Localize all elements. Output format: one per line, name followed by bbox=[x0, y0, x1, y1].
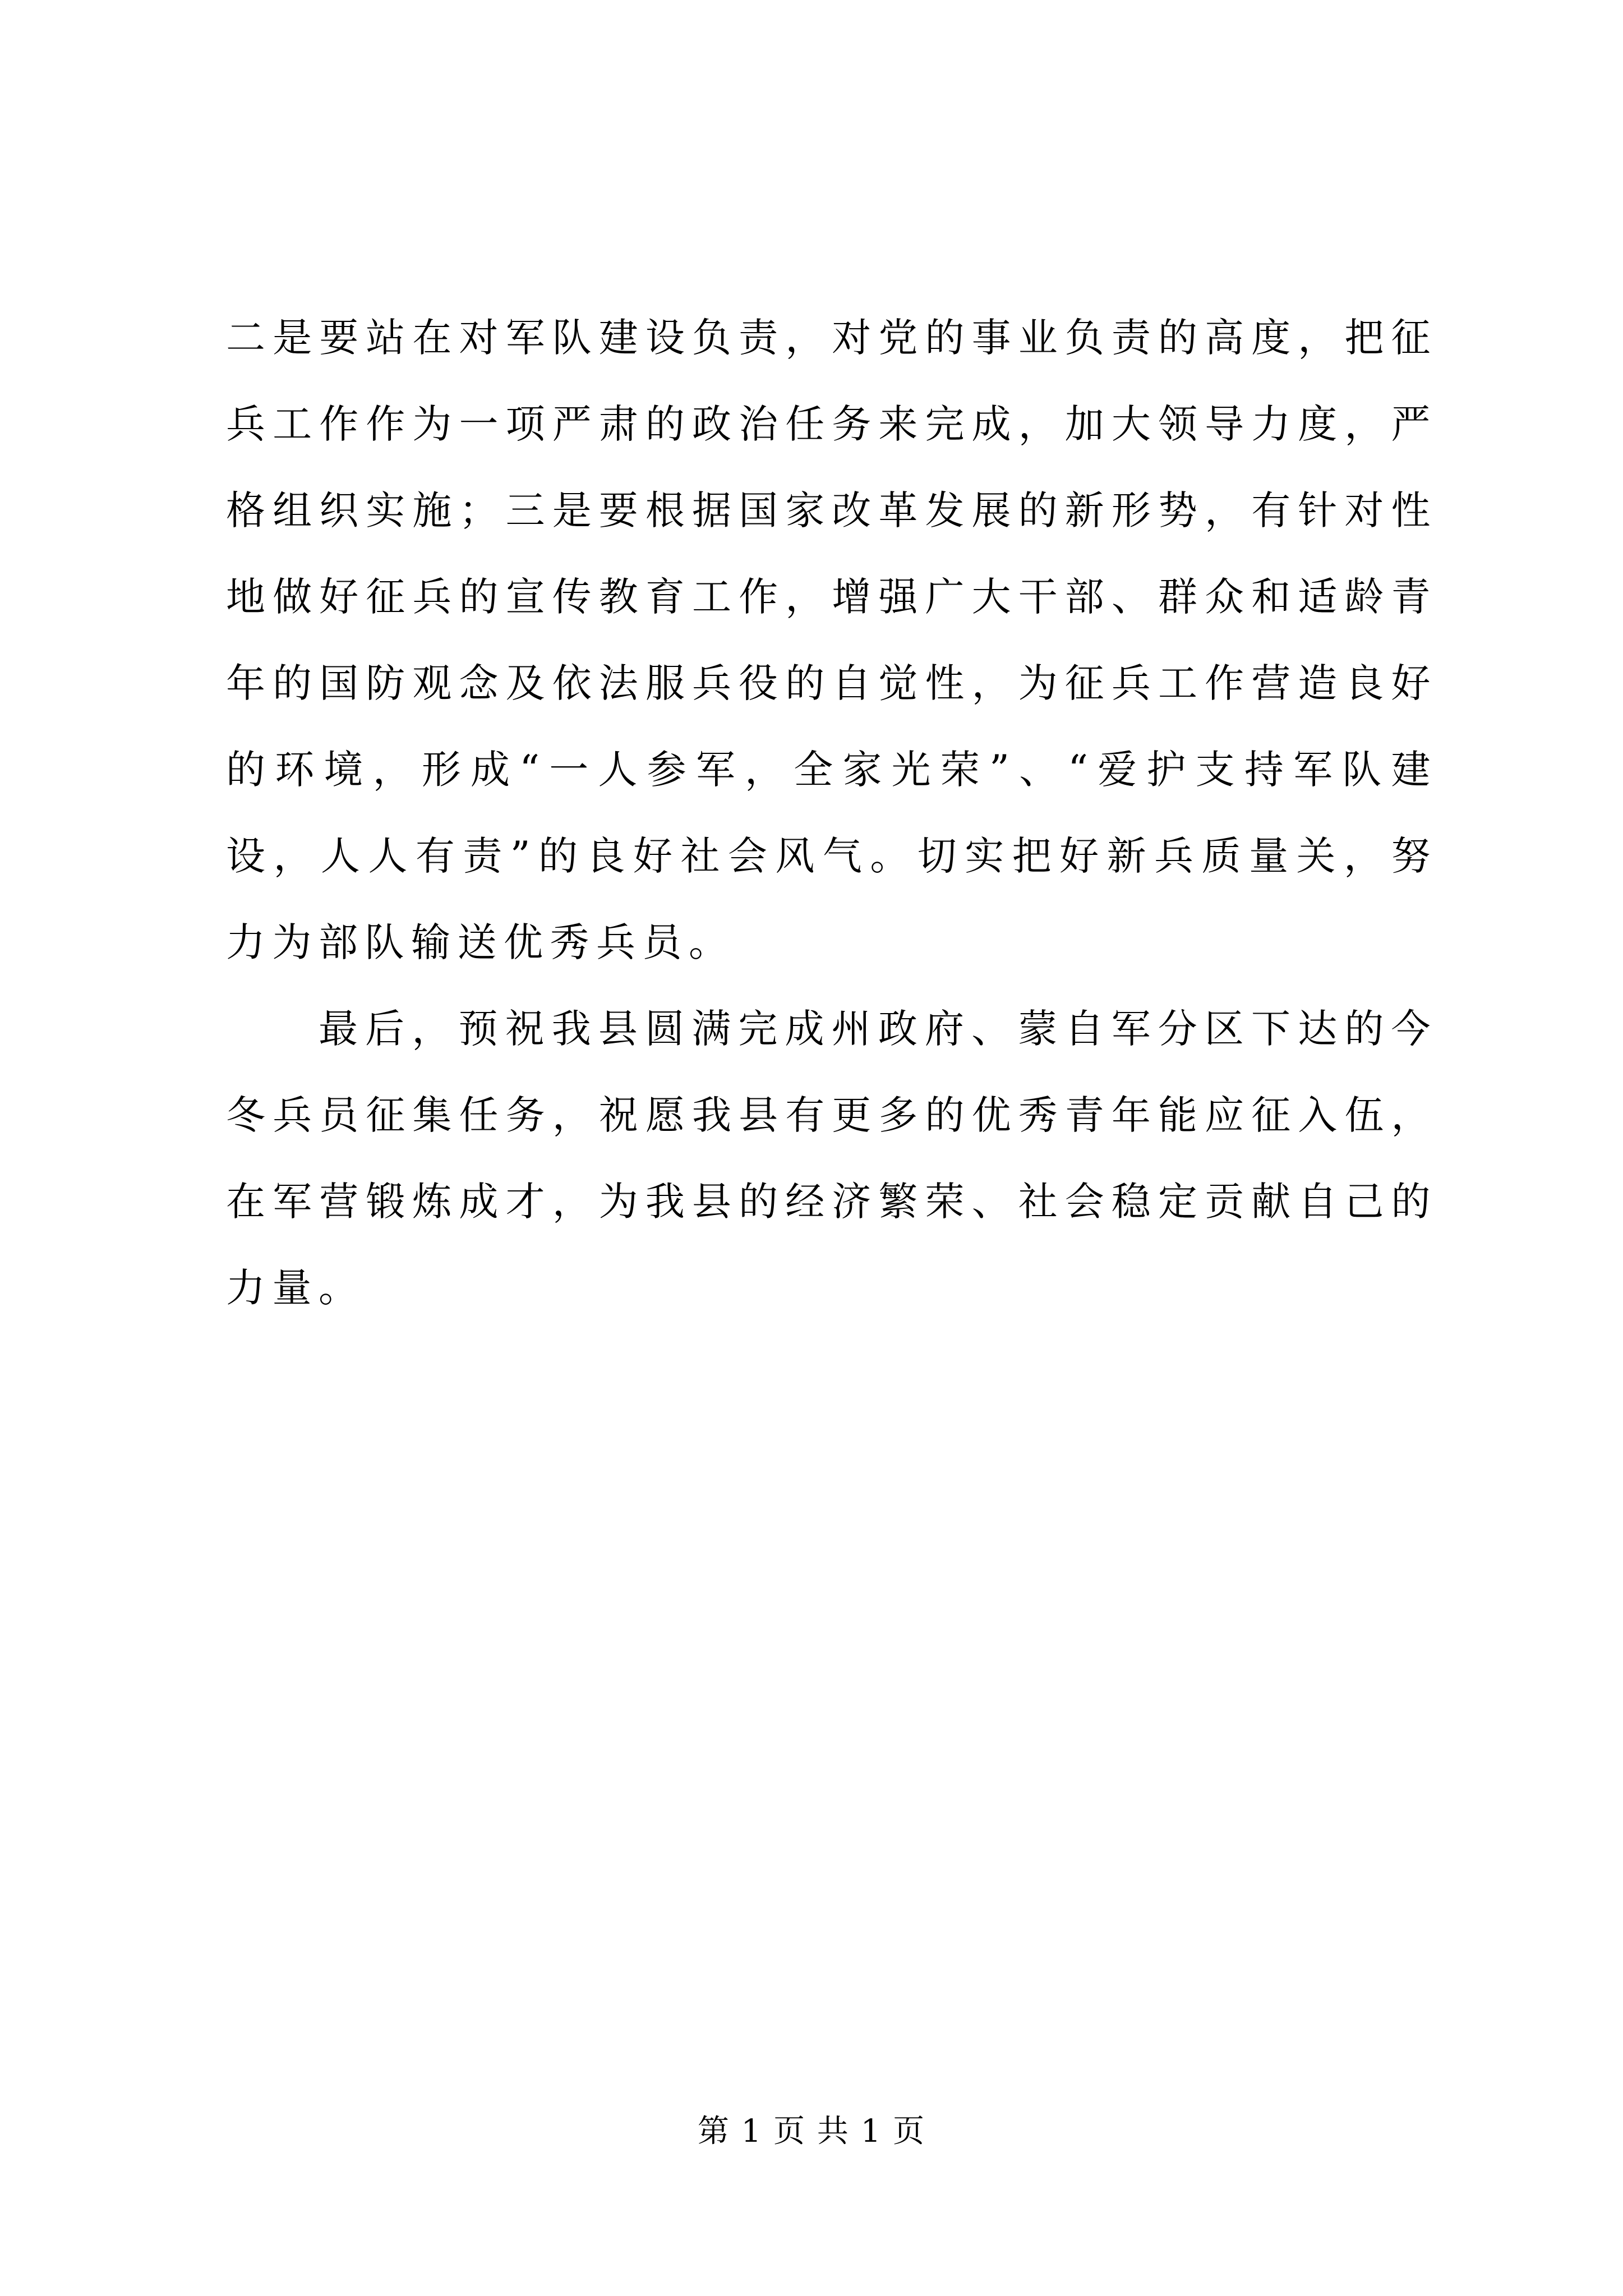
paragraph-1: 二是要站在对军队建设负责，对党的事业负责的高度，把征兵工作作为一项严肃的政治任务来完成，加大领导力度，严格组织实施；三是要根据国家改革发展的新形势，有针对性地做好征兵的宣传教育工作，增强广大干部、群众和适龄青年的国防观念及依法服兵役的自觉性，为征兵工作营造良好的环境，形成“一人参军，全家光荣”、“爱护支持军队建设，人人有责”的良好社会风气。切实把好新兵质量关，努力为部队输送优秀兵员。 bbox=[226, 315, 1437, 965]
document-body bbox=[226, 295, 1437, 1331]
page-footer: 第 1 页 共 1 页 bbox=[697, 2113, 926, 2150]
paragraph-2: 最后，预祝我县圆满完成州政府、蒙自军分区下达的今冬兵员征集任务，祝愿我县有更多的优秀青年能应征入伍，在军营锻炼成才，为我县的经济繁荣、社会稳定贡献自己的力量。 bbox=[226, 1006, 1437, 1311]
